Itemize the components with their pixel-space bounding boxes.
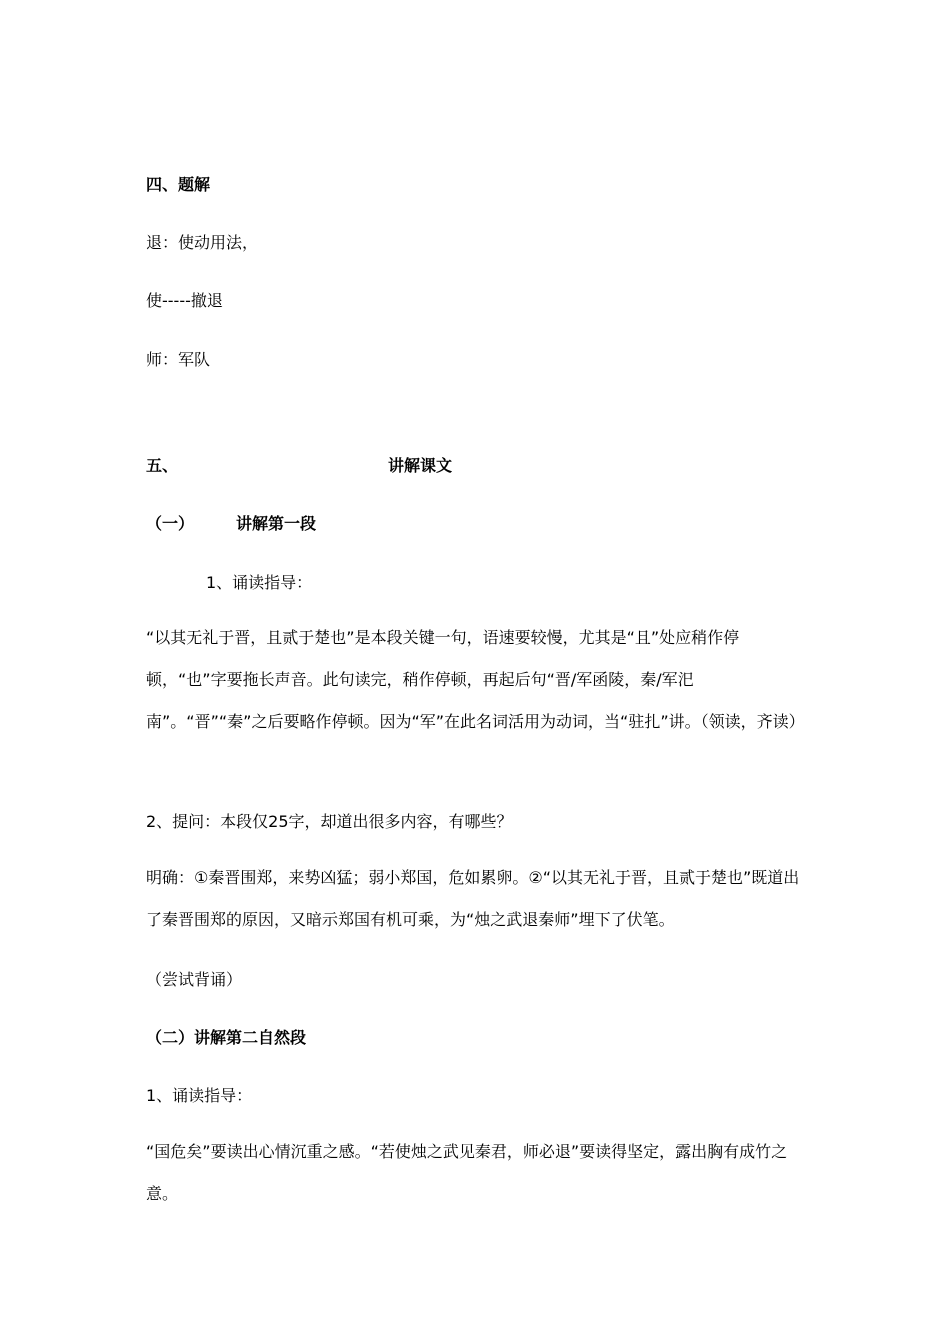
section-4-heading: 四、题解: [146, 175, 211, 194]
definition-line: 师：军队: [146, 350, 211, 369]
part-1-title: 讲解第一段: [236, 514, 317, 533]
paragraph: “国危矣”要读出心情沉重之感。“若使烛之武见秦君，师必退”要读得坚定，露出胸有成竹之意。: [146, 1142, 788, 1203]
definition-line: 使-----撤退: [146, 291, 223, 310]
paragraph: “以其无礼于晋，且贰于楚也”是本段关键一句，语速要较慢，尤其是“且”处应稍作停顿，“也”字要拖长声音。此句读完，稍作停顿，再起后句“晋/军函陵，秦/军汜南”。“晋”“秦”之后要略作停顿。因为“军”在此名词活用为动词，当“驻扎”讲。（领读，齐读）: [146, 628, 805, 731]
list-item: 2、提问：本段仅25字，却道出很多内容，有哪些？: [146, 812, 513, 831]
section-5-title: 讲解课文: [388, 456, 453, 475]
list-item: 1、诵读指导：: [146, 1086, 253, 1105]
list-item: 1、诵读指导：: [206, 573, 313, 592]
definition-line: 退：使动用法，: [146, 233, 259, 252]
note: （尝试背诵）: [146, 970, 243, 989]
part-1-number: （一）: [146, 514, 195, 533]
paragraph: 明确：①秦晋围郑，来势凶猛；弱小郑国，危如累卵。②“以其无礼于晋，且贰于楚也”既道出了秦晋围郑的原因，又暗示郑国有机可乘，为“烛之武退秦师”埋下了伏笔。: [146, 868, 800, 929]
section-5-number: 五、: [146, 456, 179, 475]
part-2-heading: （二）讲解第二自然段: [146, 1028, 307, 1047]
